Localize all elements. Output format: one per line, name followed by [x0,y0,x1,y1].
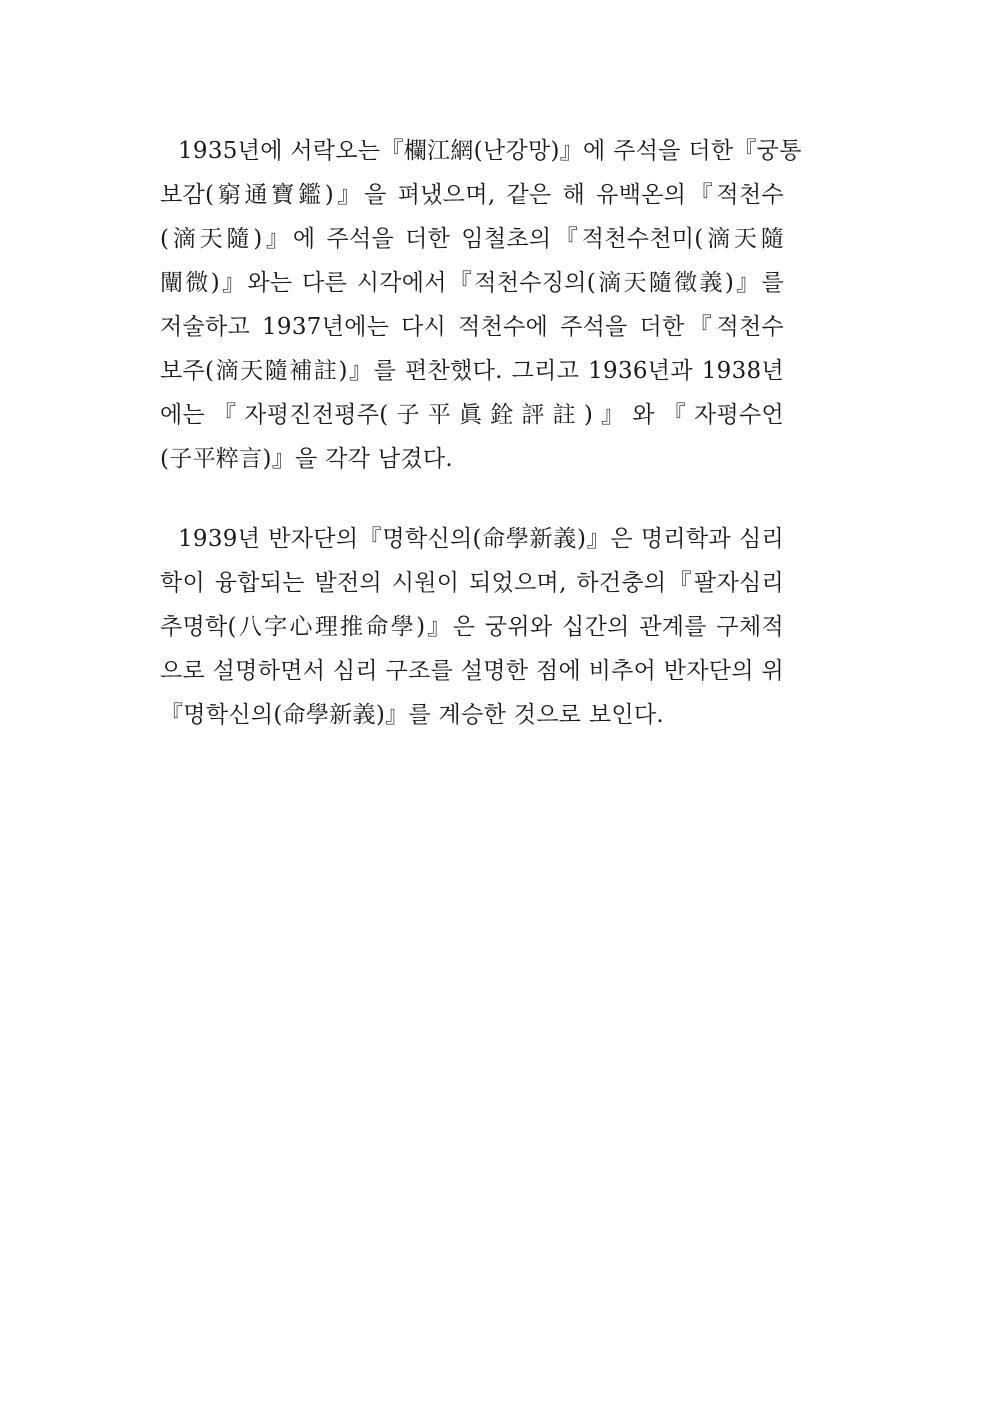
paragraph-line: 보감(窮通寶鑑)』을 펴냈으며, 같은 해 유백온의『적천수 [160,182,784,208]
paragraph-line: 저술하고 1937년에는 다시 적천수에 주석을 더한『적천수 [160,314,784,340]
paragraph-line: 闡微)』와는 다른 시각에서『적천수징의(滴天隨徵義)』를 [160,270,784,296]
paragraph-2 [160,517,784,737]
paragraph-1 [160,129,802,481]
paragraph-line: 보주(滴天隨補註)』를 편찬했다. 그리고 1936년과 1938년 [160,358,784,384]
body-text [160,129,802,737]
paragraph-spacer [160,481,784,517]
paragraph-line: 1939년 반자단의『명학신의(命學新義)』은 명리학과 심리 [178,526,784,552]
paragraph-line: 으로 설명하면서 심리 구조를 설명한 점에 비추어 반자단의 위 [160,658,784,684]
paragraph-line: 에는『자평진전평주(子平眞銓評註)』와『자평수언 [160,402,784,428]
paragraph-line: (子平粹言)』을 각각 남겼다. [160,446,453,472]
paragraph-line: 학이 융합되는 발전의 시원이 되었으며, 하건충의『팔자심리 [160,570,784,596]
paragraph-line: 1935년에 서락오는『欄江網(난강망)』에 주석을 더한『궁통 [178,138,802,164]
paragraph-line: 『명학신의(命學新義)』를 계승한 것으로 보인다. [160,702,665,728]
paragraph-line: 추명학(八字心理推命學)』은 궁위와 십간의 관계를 구체적 [160,614,784,640]
paragraph-line: (滴天隨)』에 주석을 더한 임철초의『적천수천미(滴天隨 [160,226,784,252]
